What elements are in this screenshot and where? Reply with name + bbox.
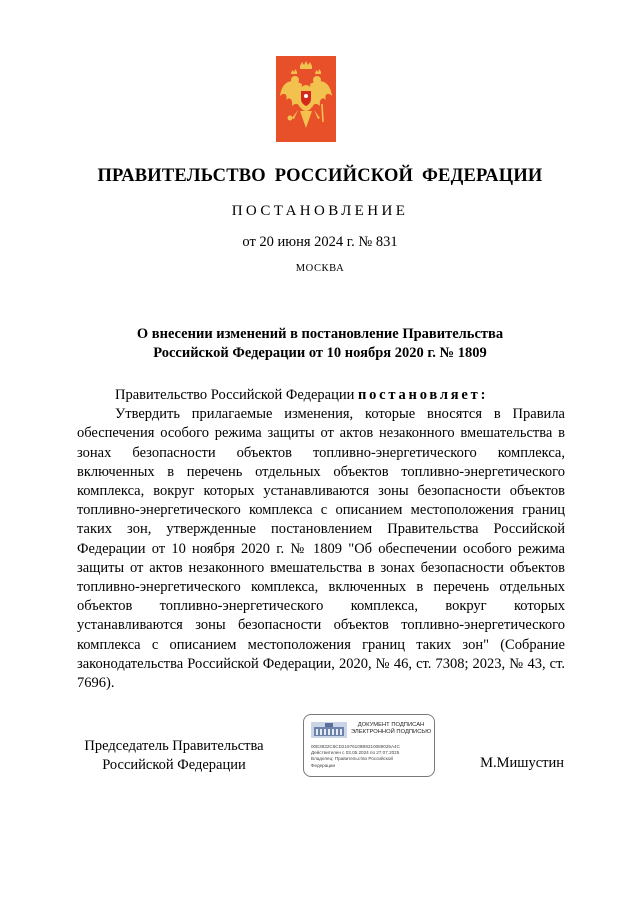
signatory-position-line-2: Российской Федерации bbox=[102, 757, 246, 773]
electronic-signature-stamp bbox=[303, 714, 435, 777]
document-city: МОСКВА bbox=[295, 263, 345, 274]
document-date-number: от 20 июня 2024 г. № 831 bbox=[242, 234, 398, 250]
resolves-word: постановляет: bbox=[357, 387, 489, 403]
stamp-title-line-1: ДОКУМЕНТ ПОДПИСАН bbox=[357, 722, 425, 728]
stamp-title bbox=[350, 722, 432, 736]
coat-of-arms-emblem bbox=[276, 56, 336, 142]
resolution-intro bbox=[77, 386, 565, 405]
stamp-details bbox=[311, 744, 433, 769]
resolution-paragraph: Утвердить прилагаемые изменения, которые вносятся в Правила обеспечения особого режима защиты от актов незаконного вмешательства в зонах безопасности объектов топливно-энергетического комплекса, включенных в перечень отдельных объектов топливно-энергетического комплекса, вокруг которых устанавливаются зоны безопасности объектов топливно-энергетического комплекса с описанием местоположения границ таких зон, утвержденные постановлением Правительства Российской Федерации от 10 ноября 2020 г. № 1809 "Об обеспечении особого режима защиты от актов незаконного вмешательства в зонах безопасности объектов топливно-энергетического комплекса, включенных в перечень отдельных объектов топливно-энергетического комплекса, вокруг которых устанавливаются зоны безопасности объектов топливно-энергетического комплекса с описанием местоположения границ таких зон" (Собрание законодательства Российской Федерации, 2020, № 46, ст. 7308; 2023, № 43, ст. 7696). bbox=[77, 406, 565, 692]
stamp-validity: Действителен с 03.05.2024 по 27.07.2025 bbox=[311, 750, 400, 756]
signatory-position bbox=[74, 737, 274, 775]
subject-line-1: О внесении изменений в постановление Правительства bbox=[136, 326, 504, 342]
stamp-title-line-2: ЭЛЕКТРОННОЙ ПОДПИСЬЮ bbox=[350, 729, 432, 735]
signatory-name: М.Мишустин bbox=[480, 755, 564, 771]
stamp-owner-line-1: Владелец: Правительство Российской bbox=[311, 756, 393, 762]
subject-line-2: Российской Федерации от 10 ноября 2020 г. № 1809 bbox=[153, 345, 487, 361]
resolution-intro-text: Правительство Российской Федерации bbox=[115, 387, 355, 403]
document-type: ПОСТАНОВЛЕНИЕ bbox=[231, 203, 409, 219]
government-building-icon bbox=[311, 722, 347, 738]
government-title: ПРАВИТЕЛЬСТВО РОССИЙСКОЙ ФЕДЕРАЦИИ bbox=[97, 166, 543, 186]
signatory-position-line-1: Председатель Правительства bbox=[84, 738, 264, 754]
stamp-certificate-number: 00E3832C6CD21976109B9210089025A4C bbox=[311, 744, 400, 749]
document-subject bbox=[80, 325, 560, 363]
stamp-owner-line-2: Федерации bbox=[311, 762, 336, 768]
document-body bbox=[77, 386, 565, 693]
